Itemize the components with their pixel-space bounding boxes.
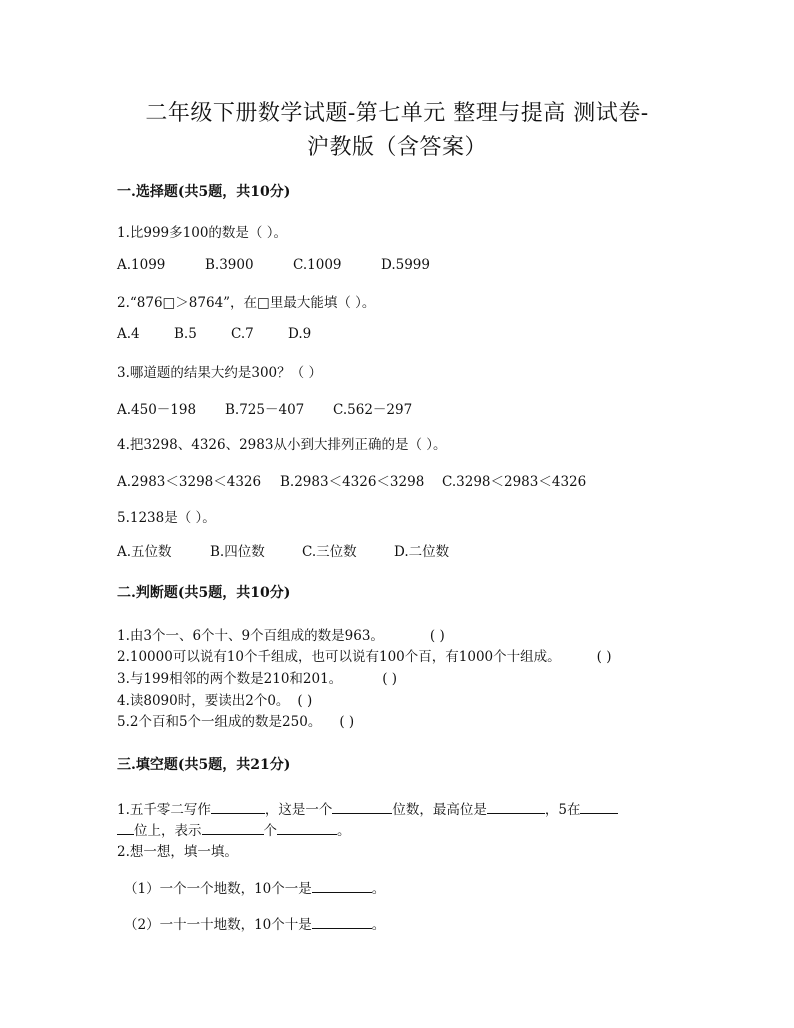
section-heading-fill-blank: 三.填空题(共5题，共21分) (117, 757, 291, 773)
question-3: 3.哪道题的结果大约是300？（ ） (117, 365, 322, 381)
document-title-line1: 二年级下册数学试题-第七单元 整理与提高 测试卷- (145, 101, 649, 126)
judgement-text: 1.由3个一、6个十、9个百组成的数是963。 (117, 628, 384, 644)
fill-question-1-line2 (117, 819, 351, 839)
option: B.2983＜4326＜3298 (280, 474, 425, 490)
judgement-text: 2.10000可以说有10个千组成，也可以说有100个百，有1000个十组成。 (117, 649, 561, 665)
option: D.5999 (381, 257, 430, 273)
answer-blank[interactable] (312, 914, 372, 929)
judgement-item (117, 667, 397, 687)
fill-text: 。 (371, 917, 386, 933)
option: B.3900 (205, 257, 254, 273)
fill-text: 。 (337, 823, 351, 839)
judgement-item (117, 710, 354, 730)
fill-text: ，这是一个 (264, 802, 333, 818)
judgement-text: 4.读8090时，要读出2个0。 (117, 693, 290, 709)
answer-paren: ( ) (596, 649, 612, 665)
fill-text: 1.五千零二写作 (117, 802, 211, 818)
option: C.3298＜2983＜4326 (442, 474, 587, 490)
fill-text: （1）一个一个地数，10个一是 (124, 881, 312, 897)
fill-text: 位数，最高位是 (392, 802, 487, 818)
answer-blank[interactable] (332, 799, 392, 814)
question-4-options (117, 470, 586, 490)
answer-paren: ( ) (429, 628, 445, 644)
fill-text: 。 (371, 881, 386, 897)
judgement-text: 5.2个百和5个一组成的数是250。 (117, 714, 322, 730)
question-3-options (117, 398, 412, 418)
question-5-options (117, 540, 449, 560)
option: A.450－198 (117, 402, 197, 418)
fill-text: ，5在 (544, 802, 581, 818)
question-2-options (117, 326, 311, 342)
answer-paren: ( ) (339, 714, 355, 730)
option: D.二位数 (394, 544, 450, 560)
question-4: 4.把3298、4326、2983从小到大排列正确的是（ ）。 (117, 437, 447, 453)
fill-text: （2）一十一十地数，10个十是 (124, 917, 312, 933)
option: B.5 (174, 326, 197, 342)
answer-blank[interactable] (277, 820, 337, 835)
judgement-item (117, 645, 611, 665)
section-heading-judgement: 二.判断题(共5题，共10分) (117, 585, 291, 601)
answer-blank[interactable] (211, 799, 265, 814)
fill-question-2: 2.想一想，填一填。 (117, 844, 238, 860)
answer-blank[interactable] (202, 820, 264, 835)
option: A.1099 (117, 257, 166, 273)
fill-question-2-sub2 (124, 913, 385, 933)
question-1: 1.比999多100的数是（ ）。 (117, 225, 287, 241)
option: C.三位数 (302, 544, 357, 560)
option: A.4 (117, 326, 140, 342)
option: C.1009 (293, 257, 342, 273)
option: C.7 (231, 326, 254, 342)
answer-blank[interactable] (487, 799, 545, 814)
judgement-item (117, 689, 312, 709)
document-title-line2: 沪教版（含答案） (306, 135, 487, 160)
section-heading-choice: 一.选择题(共5题，共10分) (117, 184, 291, 200)
fill-text: 个 (263, 823, 277, 839)
answer-blank[interactable] (117, 820, 134, 835)
fill-question-1-line1 (117, 798, 618, 818)
fill-question-2-sub1 (124, 877, 385, 897)
option: A.2983＜3298＜4326 (117, 474, 262, 490)
question-2: 2.“876□＞8764”，在□里最大能填（ ）。 (117, 295, 376, 311)
fill-text: 位上，表示 (134, 823, 202, 839)
judgement-text: 3.与199相邻的两个数是210和201。 (117, 671, 343, 687)
question-1-options (117, 257, 430, 273)
option: D.9 (288, 326, 312, 342)
answer-paren: ( ) (382, 671, 398, 687)
answer-paren: ( ) (297, 693, 313, 709)
answer-blank[interactable] (580, 799, 618, 814)
judgement-item (117, 624, 445, 644)
question-5: 5.1238是（ ）。 (117, 510, 216, 526)
option: C.562－297 (333, 402, 413, 418)
answer-blank[interactable] (312, 878, 372, 893)
option: A.五位数 (117, 544, 172, 560)
option: B.725－407 (225, 402, 305, 418)
option: B.四位数 (210, 544, 265, 560)
